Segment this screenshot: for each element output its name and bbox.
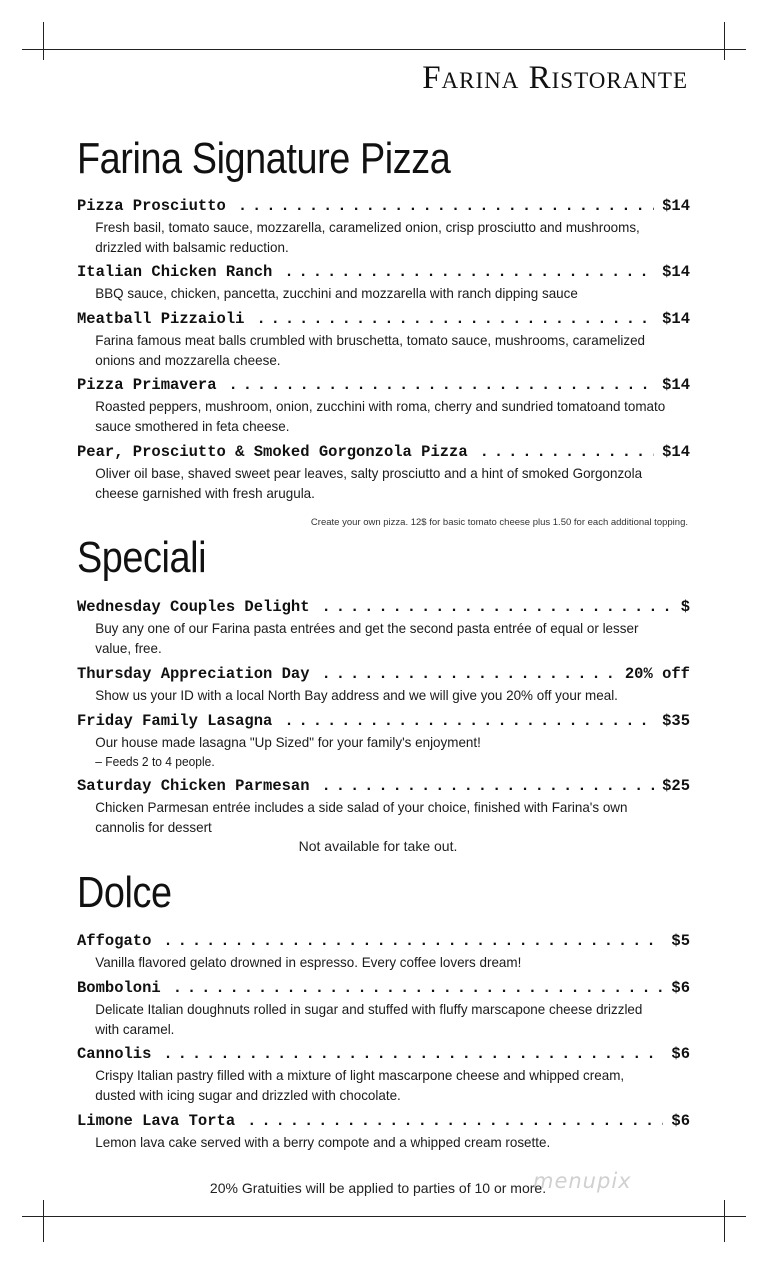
item-price: $6 [671,1112,690,1130]
menu-item [77,197,690,257]
item-price: $14 [662,443,690,461]
dot-leader [173,979,664,998]
item-name: Cannolis [77,1045,152,1063]
dot-leader [256,310,654,329]
item-description: Buy any one of our Farina pasta entrées and get the second pasta entrée of equal or lesser value, free. [95,620,639,656]
item-description: Crispy Italian pastry filled with a mixture of light mascarpone cheese and whipped cream, dusted with icing sugar and drizzled with chocolate. [95,1067,625,1103]
item-name: Limone Lava Torta [77,1112,236,1130]
item-name: Affogato [77,932,152,950]
item-name: Bomboloni [77,979,161,997]
item-description: Our house made lasagna "Up Sized" for your family's enjoyment! [95,734,481,750]
dot-leader [322,665,617,684]
item-price: $14 [662,197,690,215]
dot-leader [322,598,673,617]
takeout-note: Not available for take out. [298,838,458,854]
crop-mark-bottom-right [724,1200,725,1242]
dot-leader [229,376,655,395]
menu-item [77,665,690,705]
restaurant-name: Farina Ristorante [422,60,688,96]
item-description: Fresh basil, tomato sauce, mozzarella, caramelized onion, crisp prosciutto and mushrooms, drizzled with balsamic reduction. [95,219,640,255]
dot-leader [163,932,663,951]
gratuity-note: 20% Gratuities will be applied to parties of 10 or more. [209,1180,547,1196]
menu-item [77,777,690,837]
crop-line-top [22,49,746,50]
crop-mark-top-right [724,22,725,60]
item-name: Pear, Prosciutto & Smoked Gorgonzola Pizza [77,443,468,461]
section-title-dolce: Dolce [77,868,172,917]
crop-mark-top-left [43,22,44,60]
item-description: Chicken Parmesan entrée includes a side salad of your choice, finished with Farina's own cannolis for dessert [95,799,628,835]
dot-leader [480,443,654,462]
menu-item [77,932,690,972]
item-name: Friday Family Lasagna [77,712,273,730]
item-price: $25 [662,777,690,795]
menu-item [77,598,690,658]
dot-leader [284,263,654,282]
dot-leader [238,197,654,216]
menu-item [77,443,690,503]
item-description: Show us your ID with a local North Bay address and we will give you 20% off your meal. [95,687,618,703]
item-name: Saturday Chicken Parmesan [77,777,310,795]
item-description: Delicate Italian doughnuts rolled in sugar and stuffed with fluffy marscapone cheese drizzled with caramel. [95,1001,643,1037]
menu-item [77,979,690,1039]
dot-leader [322,777,655,796]
item-name: Pizza Prosciutto [77,197,226,215]
watermark: menupix [533,1169,632,1193]
item-name: Wednesday Couples Delight [77,598,310,616]
section-title-pizza: Farina Signature Pizza [77,134,451,183]
menu-item [77,310,690,370]
item-description: Oliver oil base, shaved sweet pear leaves, salty prosciutto and a hint of smoked Gorgonzola cheese garnished with fresh arugula. [95,465,643,501]
item-price: $35 [662,712,690,730]
item-price: 20% off [624,665,690,683]
item-price: $6 [671,979,690,997]
item-price: $5 [671,932,690,950]
item-description: Roasted peppers, mushroom, onion, zucchini with roma, cherry and sundried tomatoand tomato sauce smothered in feta cheese. [95,398,666,434]
crop-mark-bottom-left [43,1200,44,1242]
item-price: $ [680,598,690,616]
item-description-note: – Feeds 2 to 4 people. [95,755,215,769]
item-price: $14 [662,310,690,328]
menu-item [77,1045,690,1105]
menu-item [77,263,690,303]
item-description: BBQ sauce, chicken, pancetta, zucchini and mozzarella with ranch dipping sauce [95,285,578,301]
item-price: $14 [662,263,690,281]
section-title-speciali: Speciali [77,533,207,582]
item-description: Farina famous meat balls crumbled with bruschetta, tomato sauce, mushrooms, caramelized onions and mozzarella cheese. [95,332,646,368]
item-name: Thursday Appreciation Day [77,665,310,683]
dot-leader [247,1112,663,1131]
item-description: Vanilla flavored gelato drowned in espresso. Every coffee lovers dream! [95,954,522,970]
crop-line-bottom [22,1216,746,1217]
item-name: Pizza Primavera [77,376,217,394]
create-pizza-note: Create your own pizza. 12$ for basic tomato cheese plus 1.50 for each additional topping. [310,517,688,528]
item-name: Meatball Pizzaioli [77,310,245,328]
menu-item [77,1112,690,1152]
item-name: Italian Chicken Ranch [77,263,273,281]
item-price: $6 [671,1045,690,1063]
dot-leader [163,1045,663,1064]
dot-leader [284,712,654,731]
item-price: $14 [662,376,690,394]
item-description: Lemon lava cake served with a berry compote and a whipped cream rosette. [95,1134,551,1150]
menu-item [77,712,690,772]
menu-item [77,376,690,436]
